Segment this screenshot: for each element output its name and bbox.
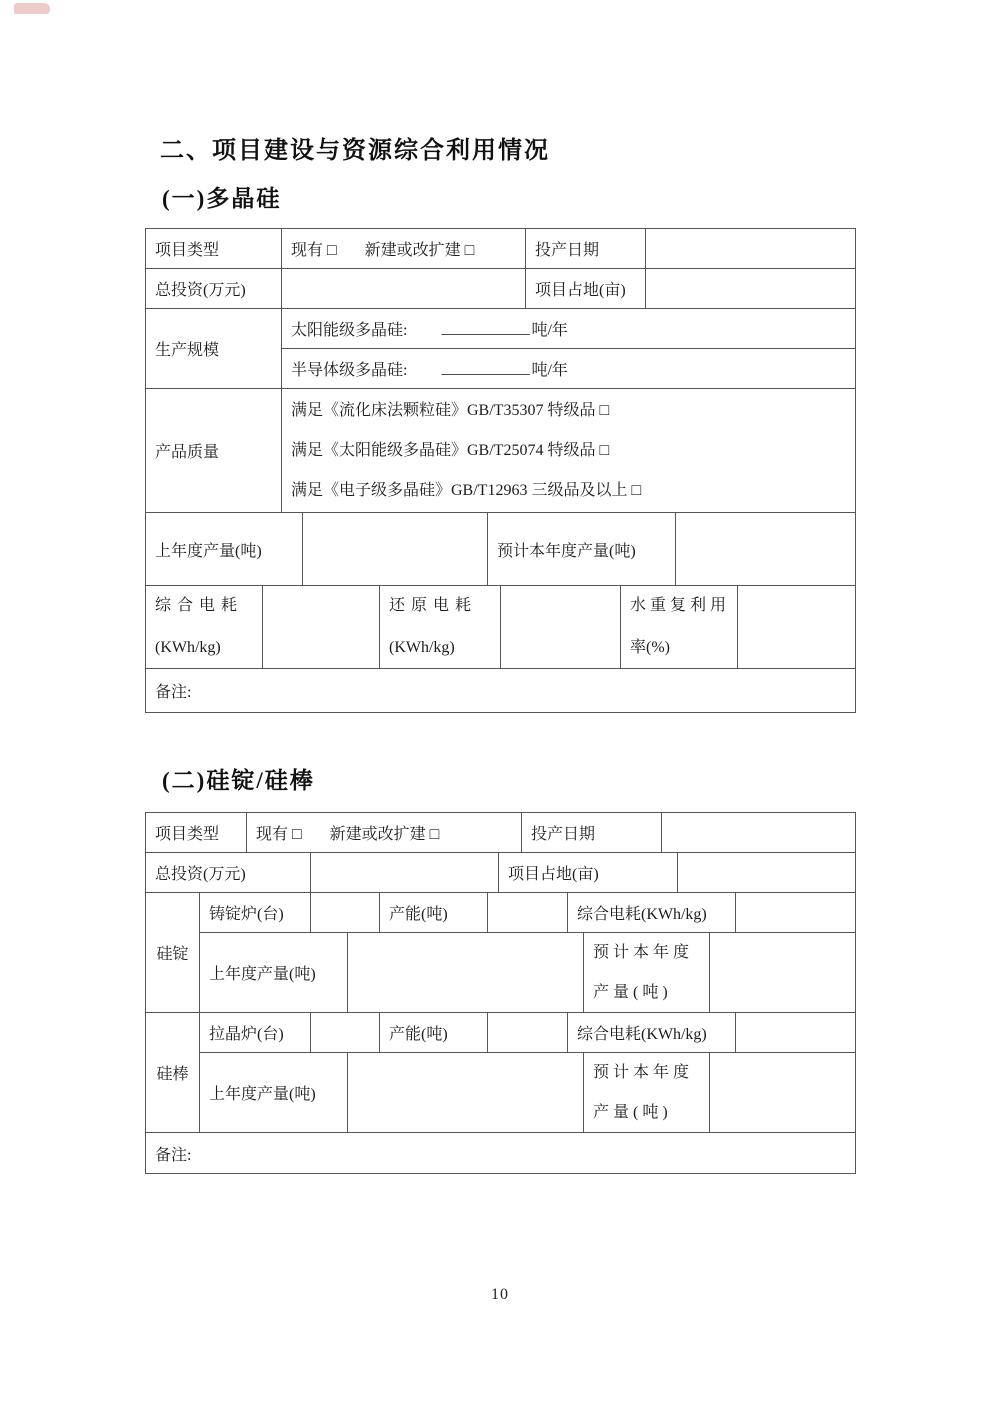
table-row-quality (146, 389, 856, 513)
ingot-capacity-value-cell (488, 893, 568, 933)
rod-estimated-output-label (584, 1053, 710, 1133)
land-area-label: 项目占地(亩) (499, 853, 678, 893)
page-number: 10 (491, 1286, 509, 1303)
subsection-title-polysilicon: (一)多晶硅 (162, 186, 282, 211)
semiconductor-grade-scale-cell (282, 349, 856, 389)
unit-tons-per-year: 吨/年 (531, 362, 568, 379)
comprehensive-power-value-cell (263, 586, 380, 669)
rod-previous-output-value-cell (348, 1053, 584, 1133)
water-reuse-line2: 率(%) (630, 639, 670, 656)
production-date-label: 投产日期 (522, 813, 662, 853)
reduction-power-label (380, 586, 501, 669)
water-reuse-rate-label (621, 586, 738, 669)
rod-capacity-value-cell (488, 1013, 568, 1053)
project-type-options-cell (247, 813, 522, 853)
rod-estimated-output-value-cell (710, 1053, 856, 1133)
land-area-value-cell (678, 853, 856, 893)
checkbox-option-existing: 现有 □ (256, 826, 302, 843)
table-row-remark (146, 1133, 856, 1174)
comprehensive-power-label (146, 586, 263, 669)
checkbox-option-new-or-expanded: 新建或改扩建 □ (364, 242, 475, 259)
total-investment-value-cell (311, 853, 499, 893)
fill-in-blank: ___________ (441, 319, 530, 337)
rod-row-group (146, 1013, 856, 1133)
section-heading: 二、项目建设与资源综合利用情况 (160, 137, 550, 164)
table-row-remark (146, 669, 856, 713)
water-reuse-rate-value-cell (738, 586, 856, 669)
ingot-power-label: 综合电耗(KWh/kg) (568, 893, 736, 933)
pulling-furnace-label: 拉晶炉(台) (200, 1013, 311, 1053)
semiconductor-grade-label: 半导体级多晶硅: (291, 362, 408, 379)
rod-estimated-output-line1: 预计本年度 (593, 1063, 694, 1081)
ingot-estimated-output-value-cell (710, 933, 856, 1013)
subsection-title-ingot-rod: (二)硅锭/硅棒 (162, 768, 315, 793)
production-date-label: 投产日期 (526, 229, 646, 269)
previous-year-output-label: 上年度产量(吨) (146, 513, 303, 586)
polysilicon-table (145, 228, 856, 713)
project-type-label: 项目类型 (146, 229, 282, 269)
checkbox-option-existing: 现有 □ (291, 242, 337, 259)
total-investment-label: 总投资(万元) (146, 853, 311, 893)
ingot-estimated-output-line1: 预计本年度 (593, 943, 694, 961)
ingot-rod-table (145, 812, 856, 1174)
ingot-previous-output-label: 上年度产量(吨) (200, 933, 348, 1013)
land-area-label: 项目占地(亩) (526, 269, 646, 309)
reduction-power-line1: 还原电耗 (389, 597, 478, 614)
water-reuse-line1: 水重复利用 (630, 597, 731, 614)
ingot-estimated-output-line2: 产量(吨) (593, 983, 672, 1001)
product-quality-standards-cell (282, 389, 856, 513)
table-row-output (146, 513, 856, 586)
checkbox-option-new-or-expanded: 新建或改扩建 □ (329, 826, 440, 843)
table-row (146, 853, 856, 893)
ingot-row-group (146, 893, 856, 1013)
ingot-previous-output-value-cell (348, 933, 584, 1013)
unit-tons-per-year: 吨/年 (531, 322, 568, 339)
reduction-power-value-cell (501, 586, 621, 669)
comprehensive-power-line1: 综合电耗 (155, 597, 244, 614)
total-investment-label: 总投资(万元) (146, 269, 282, 309)
ingot-estimated-output-label (584, 933, 710, 1013)
reduction-power-line2: (KWh/kg) (389, 639, 455, 656)
production-date-value-cell (662, 813, 856, 853)
rod-power-label: 综合电耗(KWh/kg) (568, 1013, 736, 1053)
table-row-power (146, 586, 856, 669)
fill-in-blank: ___________ (441, 359, 530, 377)
project-type-options-cell (282, 229, 526, 269)
total-investment-value-cell (282, 269, 526, 309)
rod-power-value-cell (736, 1013, 856, 1053)
table-row (146, 813, 856, 853)
rod-label: 硅棒 (146, 1013, 200, 1133)
pulling-furnace-value-cell (311, 1013, 380, 1053)
casting-furnace-label: 铸锭炉(台) (200, 893, 311, 933)
project-type-label: 项目类型 (146, 813, 247, 853)
production-scale-label: 生产规模 (146, 309, 282, 389)
product-quality-label: 产品质量 (146, 389, 282, 513)
quality-standard-solar-grade: 满足《太阳能级多晶硅》GB/T25074 特级品 □ (291, 441, 610, 459)
rod-previous-output-label: 上年度产量(吨) (200, 1053, 348, 1133)
casting-furnace-value-cell (311, 893, 380, 933)
scan-artifact-mark (14, 3, 50, 14)
land-area-value-cell (646, 269, 856, 309)
ingot-capacity-label: 产能(吨) (380, 893, 488, 933)
table-row-group-scale (146, 309, 856, 389)
ingot-power-value-cell (736, 893, 856, 933)
estimated-output-value-cell (676, 513, 856, 586)
solar-grade-label: 太阳能级多晶硅: (291, 322, 408, 339)
estimated-output-label: 预计本年度产量(吨) (488, 513, 676, 586)
production-date-value-cell (646, 229, 856, 269)
rod-capacity-label: 产能(吨) (380, 1013, 488, 1053)
ingot-label: 硅锭 (146, 893, 200, 1013)
remark-cell: 备注: (146, 1133, 856, 1174)
table-row (146, 229, 856, 269)
table-row (146, 269, 856, 309)
quality-standard-granular-silicon: 满足《流化床法颗粒硅》GB/T35307 特级品 □ (291, 401, 610, 419)
remark-cell: 备注: (146, 669, 856, 713)
rod-estimated-output-line2: 产量(吨) (593, 1103, 672, 1121)
comprehensive-power-line2: (KWh/kg) (155, 639, 221, 656)
previous-year-output-value-cell (303, 513, 488, 586)
quality-standard-electronic-grade: 满足《电子级多晶硅》GB/T12963 三级品及以上 □ (291, 481, 642, 499)
solar-grade-scale-cell (282, 309, 856, 349)
